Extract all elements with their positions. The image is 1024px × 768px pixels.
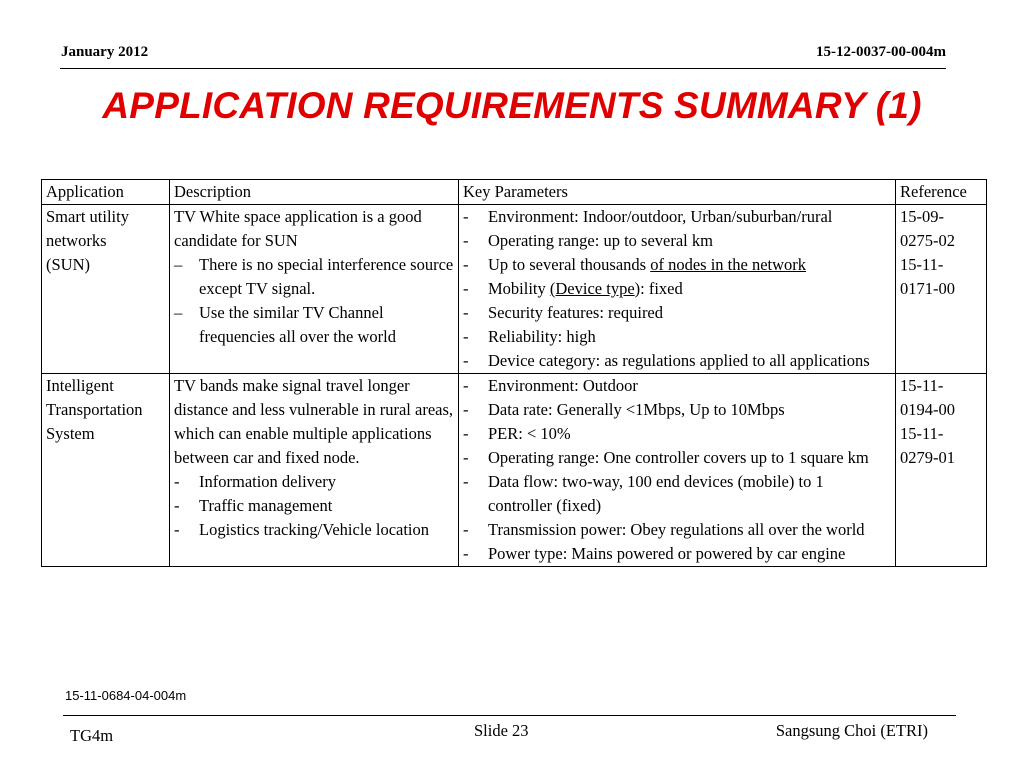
application-name-line: Transportation <box>46 400 143 419</box>
reference-line: 0171-00 <box>900 279 955 298</box>
key-parameter-text: Data rate: Generally <1Mbps, Up to 10Mbps <box>488 400 785 419</box>
reference-line: 0194-00 <box>900 400 955 419</box>
list-marker: - <box>463 472 469 491</box>
description-item-text: There is no special interference source except TV signal. <box>199 255 454 298</box>
key-parameters-list <box>463 374 891 566</box>
reference-line: 15-11- <box>900 376 944 395</box>
key-parameter-text: Mobility <box>488 279 550 298</box>
key-parameter-text: Up to several thousands <box>488 255 651 274</box>
description-item <box>174 494 454 518</box>
list-marker: - <box>174 520 180 539</box>
list-marker: - <box>463 400 469 419</box>
table-row <box>42 205 987 374</box>
application-name-line: Intelligent <box>46 376 114 395</box>
description-intro: TV White space application is a good candidate for SUN <box>174 207 422 250</box>
key-parameters-cell <box>459 374 896 567</box>
key-parameter-text: Transmission power: Obey regulations all over the world <box>488 520 865 539</box>
list-marker: - <box>463 544 469 563</box>
reference-line: 15-09- <box>900 207 944 226</box>
list-marker: - <box>463 376 469 395</box>
key-parameter-text: Operating range: One controller covers up to 1 square km <box>488 448 869 467</box>
key-parameter-text: Data flow: two-way, 100 end devices (mobile) to 1 controller (fixed) <box>488 472 824 515</box>
list-marker: - <box>174 472 180 491</box>
list-marker: – <box>174 303 183 322</box>
key-parameter-item <box>463 253 891 277</box>
list-marker: - <box>463 520 469 539</box>
key-parameter-text: PER: < 10% <box>488 424 571 443</box>
list-marker: - <box>463 327 469 346</box>
table-header-row <box>42 180 987 205</box>
requirements-table <box>41 179 987 567</box>
key-parameter-item <box>463 446 891 470</box>
description-item-text: Logistics tracking/Vehicle location <box>199 520 430 539</box>
description-item <box>174 253 454 301</box>
key-parameter-text: Security features: required <box>488 303 664 322</box>
list-marker: - <box>463 303 469 322</box>
application-cell <box>42 205 170 374</box>
application-cell <box>42 374 170 567</box>
list-marker: - <box>463 351 469 370</box>
key-parameter-item <box>463 277 891 301</box>
key-parameter-item <box>463 229 891 253</box>
list-marker: - <box>174 496 180 515</box>
key-parameter-item <box>463 205 891 229</box>
description-item <box>174 470 454 494</box>
description-item-text: Use the similar TV Channel frequencies all over the world <box>199 303 397 346</box>
footer-divider <box>63 715 956 716</box>
key-parameter-item <box>463 349 891 373</box>
key-parameter-text: Device category: as regulations applied to all applications <box>488 351 870 370</box>
slide-document-id: 15-11-0684-04-004m <box>65 688 187 703</box>
application-name-line: Smart utility <box>46 207 129 226</box>
description-item-text: Information delivery <box>199 472 336 491</box>
key-parameter-item <box>463 542 891 566</box>
application-name-line: (SUN) <box>46 255 90 274</box>
reference-line: 0275-02 <box>900 231 955 250</box>
key-parameters-list <box>463 205 891 373</box>
key-parameter-item <box>463 325 891 349</box>
header-doc-number: 15-12-0037-00-004m <box>816 44 946 60</box>
footer-author: Sangsung Choi (ETRI) <box>775 721 928 740</box>
key-parameter-item <box>463 398 891 422</box>
list-marker: - <box>463 231 469 250</box>
footer-slide-number: Slide 23 <box>474 721 529 740</box>
key-parameters-cell <box>459 205 896 374</box>
column-header-key-parameters: Key Parameters <box>459 180 896 205</box>
description-item-text: Traffic management <box>199 496 333 515</box>
key-parameter-item <box>463 301 891 325</box>
column-header-application: Application <box>42 180 170 205</box>
reference-line: 0279-01 <box>900 448 955 467</box>
footer-group-name: TG4m <box>70 726 114 745</box>
key-parameter-item <box>463 374 891 398</box>
description-item <box>174 301 454 349</box>
application-name-line: networks <box>46 231 107 250</box>
key-parameter-underlined: of nodes in the network <box>650 255 807 274</box>
list-marker: - <box>463 255 469 274</box>
key-parameter-item <box>463 422 891 446</box>
key-parameter-item <box>463 518 891 542</box>
description-list <box>174 253 454 349</box>
description-cell <box>170 205 459 374</box>
reference-line: 15-11- <box>900 424 944 443</box>
column-header-reference: Reference <box>896 180 987 205</box>
list-marker: - <box>463 207 469 226</box>
reference-line: 15-11- <box>900 255 944 274</box>
key-parameter-text: Environment: Indoor/outdoor, Urban/suburban/rural <box>488 207 833 226</box>
key-parameter-underlined: (Device type <box>549 279 635 298</box>
reference-cell <box>896 374 987 567</box>
key-parameter-text: ): fixed <box>634 279 683 298</box>
description-cell <box>170 374 459 567</box>
key-parameter-item <box>463 470 891 518</box>
key-parameter-text: Environment: Outdoor <box>488 376 638 395</box>
column-header-description: Description <box>170 180 459 205</box>
list-marker: - <box>463 448 469 467</box>
list-marker: – <box>174 255 183 274</box>
header-divider <box>60 68 946 69</box>
reference-cell <box>896 205 987 374</box>
description-list <box>174 470 454 542</box>
application-name-line: System <box>46 424 95 443</box>
key-parameter-text: Operating range: up to several km <box>488 231 713 250</box>
list-marker: - <box>463 424 469 443</box>
header-date: January 2012 <box>61 44 149 60</box>
description-intro: TV bands make signal travel longer distance and less vulnerable in rural areas, which can enable multiple applications between car and fixed node. <box>174 376 454 467</box>
table-row <box>42 374 987 567</box>
list-marker: - <box>463 279 469 298</box>
description-item <box>174 518 454 542</box>
slide-title: APPLICATION REQUIREMENTS SUMMARY (1) <box>102 85 922 126</box>
key-parameter-text: Power type: Mains powered or powered by car engine <box>488 544 846 563</box>
key-parameter-text: Reliability: high <box>488 327 596 346</box>
